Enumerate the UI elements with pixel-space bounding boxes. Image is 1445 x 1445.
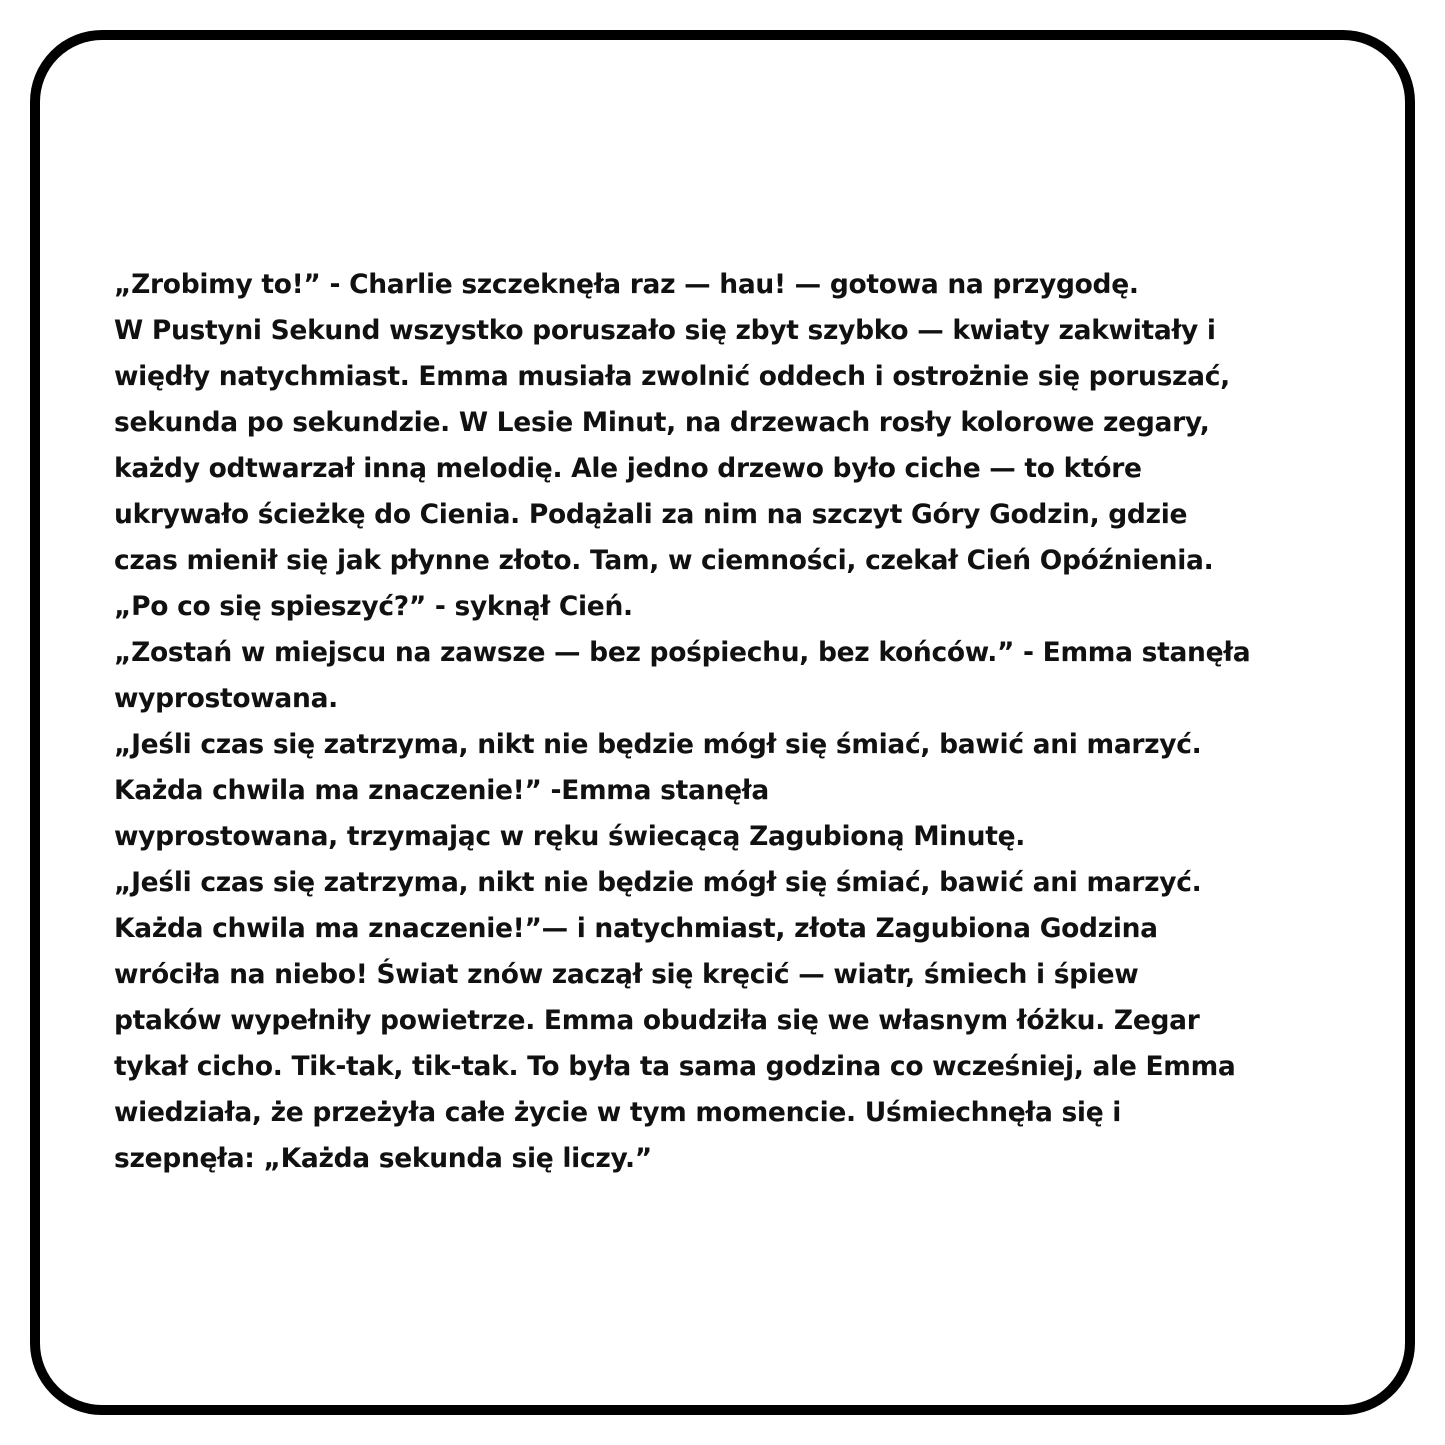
text-line: wyprostowana. bbox=[114, 683, 338, 714]
text-line: więdły natychmiast. Emma musiała zwolnić oddech i ostrożnie się poruszać, bbox=[114, 361, 1230, 392]
text-line: „Jeśli czas się zatrzyma, nikt nie będzie mógł się śmiać, bawić ani marzyć. bbox=[114, 729, 1202, 760]
text-line: Każda chwila ma znaczenie!”— i natychmiast, złota Zagubiona Godzina bbox=[114, 913, 1158, 944]
text-line: wiedziała, że przeżyła całe życie w tym momencie. Uśmiechnęła się i bbox=[114, 1097, 1122, 1128]
text-line: wróciła na niebo! Świat znów zaczął się kręcić — wiatr, śmiech i śpiew bbox=[114, 959, 1139, 990]
text-line: ukrywało ścieżkę do Cienia. Podążali za nim na szczyt Góry Godzin, gdzie bbox=[114, 499, 1188, 530]
text-line: Każda chwila ma znaczenie!” -Emma stanęła bbox=[114, 775, 769, 806]
text-line: „Zostań w miejscu na zawsze — bez pośpiechu, bez końców.” - Emma stanęła bbox=[114, 637, 1251, 668]
text-line: wyprostowana, trzymając w ręku świecącą Zagubioną Minutę. bbox=[114, 821, 1026, 852]
text-line: sekunda po sekundzie. W Lesie Minut, na drzewach rosły kolorowe zegary, bbox=[114, 407, 1210, 438]
text-line: tykał cicho. Tik-tak, tik-tak. To była ta sama godzina co wcześniej, ale Emma bbox=[114, 1051, 1236, 1082]
text-line: „Zrobimy to!” - Charlie szczeknęła raz — hau! — gotowa na przygodę. bbox=[114, 269, 1139, 300]
text-line: czas mienił się jak płynne złoto. Tam, w ciemności, czekał Cień Opóźnienia. bbox=[114, 545, 1214, 576]
text-line: W Pustyni Sekund wszystko poruszało się zbyt szybko — kwiaty zakwitały i bbox=[114, 315, 1216, 346]
text-line: „Po co się spieszyć?” - syknął Cień. bbox=[114, 591, 633, 622]
text-line: „Jeśli czas się zatrzyma, nikt nie będzie mógł się śmiać, bawić ani marzyć. bbox=[114, 867, 1202, 898]
text-line: szepnęła: „Każda sekunda się liczy.” bbox=[114, 1143, 652, 1174]
text-line: każdy odtwarzał inną melodię. Ale jedno drzewo było ciche — to które bbox=[114, 453, 1142, 484]
story-text-block bbox=[114, 262, 1354, 1182]
text-line: ptaków wypełniły powietrze. Emma obudziła się we własnym łóżku. Zegar bbox=[114, 1005, 1200, 1036]
